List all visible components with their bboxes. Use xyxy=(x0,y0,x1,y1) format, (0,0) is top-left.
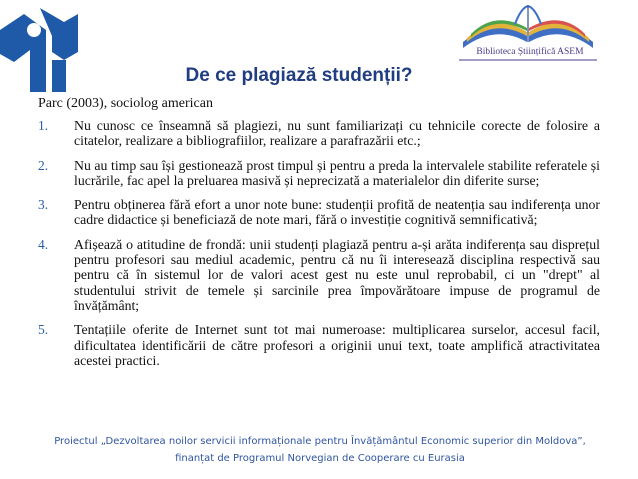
item-text: Nu au timp sau își gestionează prost timpul și pentru a preda la intervalele stabilite referatele și lucrările, fac apel la preluarea masivă și neprecizată a materialelor din diferite surse; xyxy=(74,157,600,188)
slide-title: De ce plagiază studenții? xyxy=(185,65,413,86)
item-number: 5. xyxy=(38,322,49,338)
footer-funding-line: finanțat de Programul Norvegian de Cooperare cu Eurasia xyxy=(175,453,465,464)
reasons-list xyxy=(38,118,600,377)
item-number: 4. xyxy=(38,236,49,252)
item-number: 1. xyxy=(38,118,49,133)
list-item xyxy=(38,197,600,228)
footer xyxy=(40,433,600,467)
footer-project-line: Proiectul „Dezvoltarea noilor servicii informaționale pentru Învățământul Economic superior din Moldova”, xyxy=(54,436,586,447)
list-item xyxy=(38,118,600,149)
list-item xyxy=(38,237,600,313)
item-number: 2. xyxy=(38,157,49,173)
library-label: Biblioteca Științifică ASEM xyxy=(476,47,584,57)
list-item xyxy=(38,158,600,189)
list-item xyxy=(38,322,600,368)
item-text: Afișează o atitudine de frondă: unii studenți plagiază pentru a-și arăta indiferența sau disprețul pentru profesori sau mediul academic, pentru că nu îi interesează disciplina respectivă sau pentru că în sistemul lor de valori acest gest nu este unul reprobabil, ci un "drept" al studentului strivit de temele și sarcinile prea împovărătoare impuse de programul de învățământ; xyxy=(74,236,600,313)
item-text: Nu cunosc ce înseamnă să plagiezi, nu sunt familiarizați cu tehnicile corecte de folosire a citatelor, realizare a bibliografiilor, realizare a parafrazării etc.; xyxy=(74,118,600,149)
item-text: Tentațiile oferite de Internet sunt tot mai numeroase: multiplicarea surselor, accesul facil, dificultatea identificării de către profesori a originii unui text, toate amplifică atractivitatea acestei practici. xyxy=(74,322,600,368)
intro-text: Parc (2003), sociolog american xyxy=(38,96,213,111)
item-text: Pentru obținerea fără efort a unor note bune: studenții profită de neatenția sau indiferența unor cadre didactice și beneficiază de note mari, fără o investiție cognitivă semnificativă; xyxy=(74,197,600,228)
item-number: 3. xyxy=(38,197,49,213)
